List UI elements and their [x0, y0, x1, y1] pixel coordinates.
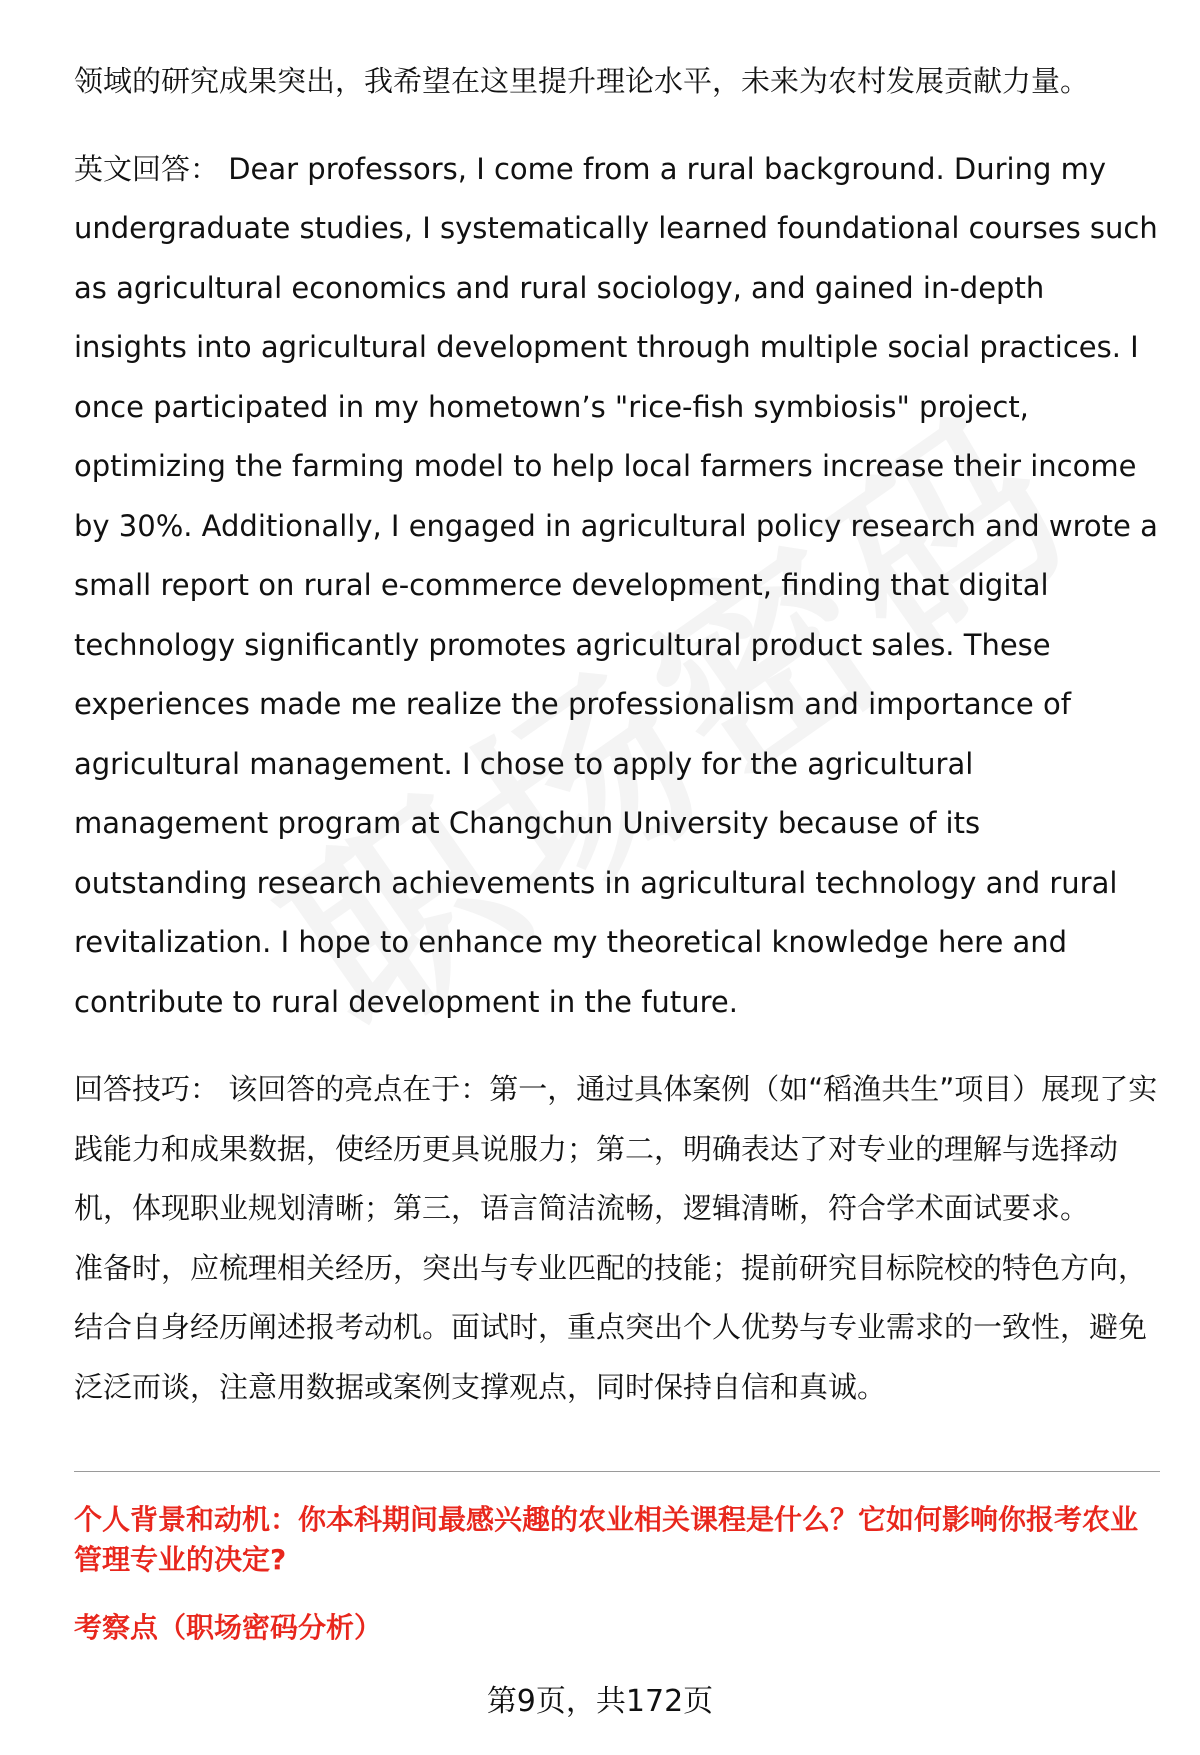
spacer [74, 112, 1160, 140]
page-number: 第9页，共172页 [486, 1684, 714, 1719]
paragraph-intro-tail: 领域的研究成果突出，我希望在这里提升理论水平，未来为农村发展贡献力量。 [74, 64, 1090, 98]
next-question-heading: 个人背景和动机：你本科期间最感兴趣的农业相关课程是什么？它如何影响你报考农业管理专业的决定? [74, 1503, 1139, 1576]
section-divider [74, 1471, 1160, 1472]
paragraph-english-answer: 英文回答： Dear professors, I come from a rural background. During my undergraduate studies, I systematically learned foundational courses such as agricultural economics and rural sociology, and gained in-depth insights into agricultural development through multiple social practices. I once participated in my hometown’s "rice-fish symbiosis" project, optimizing the farming model to help local farmers increase their income by 30%. Additionally, I engaged in agricultural policy research and wrote a small report on rural e-commerce development, finding that digital technology significantly promotes agricultural product sales. These experiences made me realize the professionalism and importance of agricultural management. I chose to apply for the agricultural management program at Changchun University because of its outstanding research achievements in agricultural technology and rural revitalization. I hope to enhance my theoretical knowledge here and contribute to rural development in the future. [74, 151, 1158, 1019]
assessment-point-heading: 考察点（职场密码分析） [74, 1611, 383, 1644]
paragraph-answer-tips: 回答技巧： 该回答的亮点在于：第一，通过具体案例（如“稻渔共生”项目）展现了实践能力和成果数据，使经历更具说服力；第二，明确表达了对专业的理解与选择动机，体现职业规划清晰；第三，语言简洁流畅，逻辑清晰，符合学术面试要求。 [74, 1072, 1158, 1225]
spacer [74, 1032, 1160, 1060]
page-content [74, 52, 1160, 1648]
paragraph-preparation: 准备时，应梳理相关经历，突出与专业匹配的技能；提前研究目标院校的特色方向，结合自身经历阐述报考动机。面试时，重点突出个人优势与专业需求的一致性，避免泛泛而谈，注意用数据或案例支撑观点，同时保持自信和真诚。 [74, 1250, 1148, 1404]
